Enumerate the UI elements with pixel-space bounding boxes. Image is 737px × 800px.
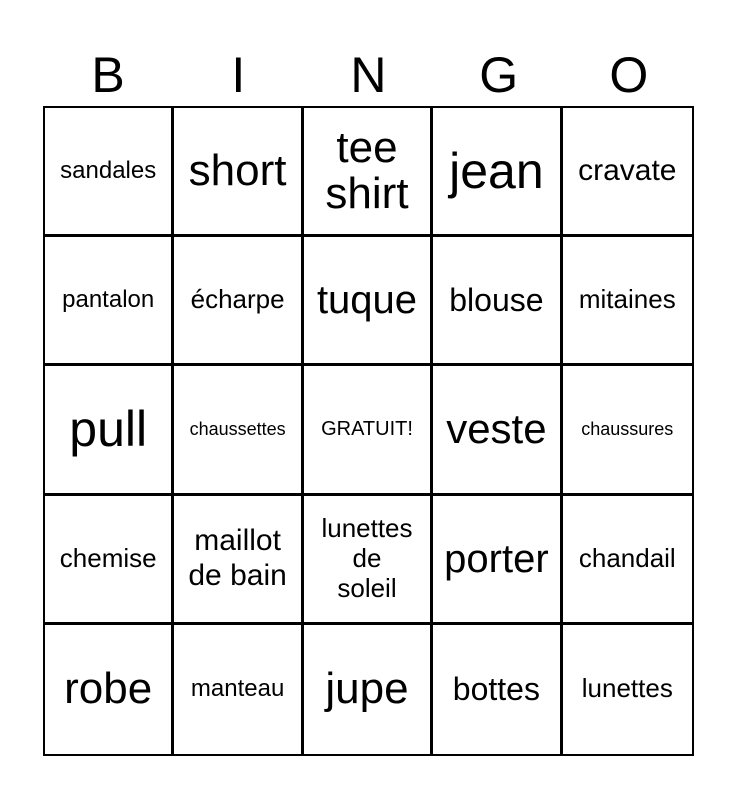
bingo-cell[interactable] bbox=[563, 625, 692, 754]
bingo-cell[interactable] bbox=[563, 108, 692, 237]
header-letter-n: N bbox=[350, 47, 387, 103]
cell-word: porter bbox=[444, 536, 549, 581]
cell-word: veste bbox=[446, 405, 547, 453]
bingo-cell[interactable] bbox=[45, 625, 174, 754]
bingo-header bbox=[43, 44, 694, 106]
cell-word: short bbox=[188, 146, 287, 195]
bingo-cell[interactable] bbox=[174, 237, 303, 366]
cell-word: chandail bbox=[578, 542, 676, 573]
cell-word: bottes bbox=[452, 670, 540, 707]
cell-word: tuque bbox=[316, 278, 418, 323]
cell-word: chaussettes bbox=[189, 418, 286, 439]
bingo-cell[interactable] bbox=[45, 108, 174, 237]
bingo-cell[interactable] bbox=[174, 366, 303, 495]
header-letter-i: I bbox=[231, 47, 246, 103]
cell-word: tee shirt bbox=[325, 122, 409, 219]
bingo-cell[interactable] bbox=[563, 366, 692, 495]
bingo-cell[interactable] bbox=[45, 366, 174, 495]
cell-word: jean bbox=[449, 142, 544, 199]
bingo-cell[interactable] bbox=[304, 625, 433, 754]
cell-word: écharpe bbox=[190, 284, 285, 315]
cell-word: chaussures bbox=[581, 418, 674, 439]
cell-word: lunettes bbox=[581, 673, 673, 704]
cell-word: pantalon bbox=[62, 285, 155, 313]
bingo-cell[interactable] bbox=[45, 237, 174, 366]
cell-word: pull bbox=[69, 401, 148, 458]
cell-word: blouse bbox=[449, 281, 544, 318]
bingo-cell[interactable] bbox=[433, 496, 562, 625]
cell-word: lunettes de soleil bbox=[321, 512, 413, 603]
header-letter-b: B bbox=[91, 47, 125, 103]
bingo-cell[interactable] bbox=[563, 496, 692, 625]
bingo-cell[interactable] bbox=[304, 496, 433, 625]
header-letter-g: G bbox=[479, 47, 519, 103]
bingo-cell[interactable] bbox=[174, 496, 303, 625]
cell-word: robe bbox=[64, 664, 153, 714]
bingo-cell[interactable] bbox=[433, 237, 562, 366]
bingo-cell[interactable] bbox=[304, 237, 433, 366]
cell-word: cravate bbox=[578, 153, 677, 187]
bingo-cell[interactable] bbox=[563, 237, 692, 366]
cell-word: manteau bbox=[190, 674, 285, 702]
cell-word: sandales bbox=[60, 156, 157, 184]
cell-word: chemise bbox=[59, 542, 157, 573]
bingo-cell[interactable] bbox=[174, 625, 303, 754]
cell-word: mitaines bbox=[578, 284, 676, 315]
bingo-cell[interactable] bbox=[433, 108, 562, 237]
cell-word: jupe bbox=[325, 664, 409, 714]
bingo-card-grid bbox=[43, 106, 694, 756]
cell-word: maillot de bain bbox=[188, 524, 287, 592]
bingo-cell[interactable] bbox=[304, 366, 433, 495]
bingo-cell[interactable] bbox=[304, 108, 433, 237]
bingo-cell[interactable] bbox=[174, 108, 303, 237]
free-space: GRATUIT! bbox=[321, 418, 413, 441]
bingo-cell[interactable] bbox=[433, 625, 562, 754]
header-letter-o: O bbox=[609, 47, 649, 103]
bingo-cell[interactable] bbox=[433, 366, 562, 495]
bingo-cell[interactable] bbox=[45, 496, 174, 625]
